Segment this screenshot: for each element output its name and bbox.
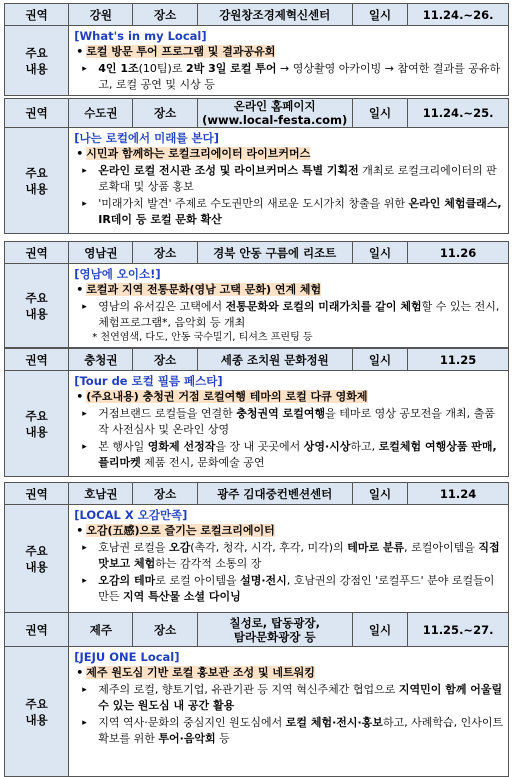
date-label: 일시 [352, 349, 407, 371]
place-label: 장소 [133, 613, 197, 647]
sub-text: (10팀)로 [138, 62, 186, 75]
sub-text: 상영·시상 [303, 440, 351, 453]
date-value: 11.24 [408, 483, 509, 505]
main-item [76, 146, 504, 162]
footnote: * 천연염색, 다도, 안동 국수밀기, 티셔츠 프린팅 등 [92, 332, 313, 343]
region-label: 권역 [5, 349, 69, 371]
place-label: 장소 [133, 483, 197, 505]
schedule-block [4, 98, 509, 234]
main-text: 제주 원도심 기반 로컬 홍보관 조성 및 네트워킹 [86, 666, 315, 679]
schedule-block [4, 348, 509, 477]
content-cell [69, 128, 509, 234]
place-label: 장소 [133, 242, 197, 264]
triangle-bullet-icon: ▸ [82, 718, 87, 728]
sub-text: 4인 1조 [98, 62, 139, 75]
schedule-block [4, 3, 509, 96]
sub-text: 하고, [350, 440, 379, 453]
content-cell [69, 264, 509, 348]
event-title: [Tour de 로컬 필름 페스타] [74, 374, 223, 388]
sub-text: 영화제 선정작 [147, 440, 216, 453]
date-label: 일시 [352, 242, 407, 264]
main-text: 로컬과 지역 전통문화(영남 고택 문화) 연계 체험 [86, 283, 322, 296]
bullet-icon: • [76, 390, 84, 403]
sub-text: 충청권역 로컬여행 [236, 407, 326, 420]
main-text: (주요내용) 충청권 거점 로컬여행 테마의 로컬 다큐 영화제 [86, 390, 368, 403]
content-label: 주요 내용 [5, 26, 69, 96]
sub-item [74, 61, 504, 93]
triangle-bullet-icon: ▸ [82, 442, 87, 452]
main-item [76, 665, 504, 681]
bullet-icon: • [76, 524, 84, 537]
content-label: 주요 내용 [5, 128, 69, 234]
header-row [5, 483, 509, 505]
place-value: 광주 김대중컨벤션센터 [197, 483, 352, 505]
sub-text: 제주의 로컬, 향토기업, 유관기관 등 지역 혁신주체간 협업으로 [98, 683, 399, 696]
triangle-bullet-icon: ▸ [82, 166, 87, 176]
bullet-icon: • [76, 283, 84, 296]
place-label: 장소 [133, 349, 197, 371]
content-cell [69, 26, 509, 96]
bullet-icon: • [76, 666, 84, 679]
date-label: 일시 [352, 4, 407, 26]
main-item [76, 523, 504, 539]
sub-text: → 영상촬영 아카이빙 → 참여한 결과를 공유하고, 로컬 공연 및 시상 등 [98, 62, 501, 91]
schedule-block [4, 612, 509, 777]
date-value: 11.26 [408, 242, 509, 264]
sub-text: 지역 특산물 소셜 다이닝 [122, 590, 241, 603]
content-cell [69, 505, 509, 613]
sub-text: 하고, 사례학습, 인사이트 확보를 위한 [98, 716, 504, 745]
header-row [5, 99, 509, 128]
region-value: 강원 [69, 4, 133, 26]
date-label: 일시 [352, 483, 407, 505]
sub-item [74, 715, 504, 747]
triangle-bullet-icon: ▸ [82, 576, 87, 586]
content-row [5, 371, 509, 477]
sub-text: (촉각, 청각, 시각, 후각, 미각)의 [190, 541, 348, 554]
region-value: 영남권 [69, 242, 133, 264]
sub-item [74, 196, 504, 228]
date-label: 일시 [352, 99, 407, 128]
region-label: 권역 [5, 99, 69, 128]
place-value: 경북 안동 구름에 리조트 [197, 242, 352, 264]
region-value: 호남권 [69, 483, 133, 505]
event-title: [영남에 오이소!] [74, 267, 161, 281]
main-text: 로컬 방문 투어 프로그램 및 결과공유회 [86, 45, 276, 58]
sub-text: , 호남권의 강점인 '로컬푸드' 분야 로컬들이 만든 [98, 574, 495, 603]
triangle-bullet-icon: ▸ [82, 543, 87, 553]
sub-text: 영남의 유서깊은 고택에서 [98, 300, 226, 313]
sub-text: 투어·음악회 [158, 732, 216, 745]
sub-text: 본 행사일 [98, 440, 148, 453]
sub-item [74, 573, 504, 605]
date-value: 11.25.~27. [408, 613, 509, 647]
main-item [76, 282, 504, 298]
sub-text: 을 테마로 영상 공모전을 개최, 출품작 사전심사 및 온라인 상영 [98, 407, 495, 436]
sub-text: 개최로 로컬크리에이터의 판로확대 및 상품 홍보 [98, 164, 497, 193]
sub-item [74, 163, 504, 195]
triangle-bullet-icon: ▸ [82, 409, 87, 419]
content-row [5, 26, 509, 96]
content-label: 주요 내용 [5, 505, 69, 613]
header-row [5, 349, 509, 371]
sub-text: 제품 전시, 문화예술 공연 [140, 456, 265, 469]
sub-item [74, 682, 504, 714]
date-label: 일시 [352, 613, 407, 647]
event-title: [나는 로컬에서 미래를 본다] [74, 131, 219, 145]
sub-text: 호남권 로컬을 [98, 541, 169, 554]
region-label: 권역 [5, 4, 69, 26]
content-row [5, 647, 509, 777]
sub-text: 거점브랜드 로컬들을 연결한 [98, 407, 237, 420]
sub-text: 지역민이 함께 어울릴 수 있는 원도심 내 공간 활용 [98, 683, 503, 712]
date-value: 11.25 [408, 349, 509, 371]
sub-text: 전통문화와 로컬의 미래가치를 같이 체험 [225, 300, 422, 313]
region-value: 충청권 [69, 349, 133, 371]
sub-text: 할 수 있는 전시, 체험프로그램*, 음악회 등 개최 [98, 300, 500, 329]
content-row [5, 264, 509, 348]
sub-text: 로 로컬 아이템을 [155, 574, 241, 587]
sub-text: 설명·전시 [240, 574, 287, 587]
region-label: 권역 [5, 483, 69, 505]
content-label: 주요 내용 [5, 647, 69, 777]
triangle-bullet-icon: ▸ [82, 685, 87, 695]
sub-text: 2박 3일 로컬 투어 [185, 62, 277, 75]
event-title: [LOCAL X 오감만족] [74, 508, 188, 522]
region-value: 제주 [69, 613, 133, 647]
sub-item [74, 406, 504, 438]
place-value: 강원창조경제혁신센터 [197, 4, 352, 26]
sub-text: 온라인 체험클래스, IR데이 등 로컬 문화 확산 [98, 197, 502, 226]
event-title: [JEJU ONE Local] [74, 650, 180, 664]
main-text: 오감(五感)으로 즐기는 로컬크리에이터 [86, 524, 275, 537]
main-item [76, 44, 504, 60]
main-text: 시민과 함께하는 로컬크리에이터 라이브커머스 [86, 147, 311, 160]
region-label: 권역 [5, 613, 69, 647]
sub-text: 로컬체험 여행상품 판매, 플리마켓 [98, 440, 497, 469]
triangle-bullet-icon: ▸ [82, 199, 87, 209]
sub-text: 온라인 로컬 전시관 조성 및 라이브커머스 특별 기획전 [98, 164, 359, 177]
sub-item [74, 299, 504, 331]
bullet-icon: • [76, 45, 84, 58]
place-value: 세종 조치원 문화정원 [197, 349, 352, 371]
sub-text: 로컬 체험·전시·홍보 [285, 716, 383, 729]
header-row [5, 613, 509, 647]
content-cell [69, 371, 509, 477]
place-value: 칠성로, 탑동광장, 탐라문화광장 등 [197, 613, 352, 647]
place-value: 온라인 홈페이지 (www.local-festa.com) [197, 99, 352, 128]
date-value: 11.24.~26. [408, 4, 509, 26]
sub-item [74, 540, 504, 572]
date-value: 11.24.~25. [408, 99, 509, 128]
sub-text: 테마로 분류 [347, 541, 405, 554]
sub-item [74, 439, 504, 471]
triangle-bullet-icon: ▸ [82, 64, 87, 74]
schedule-block [4, 241, 509, 348]
sub-text: 직접 맛보고 체험 [98, 541, 500, 570]
content-row [5, 505, 509, 613]
region-label: 권역 [5, 242, 69, 264]
sub-text: 오감 [168, 541, 191, 554]
sub-text: 오감의 테마 [98, 574, 156, 587]
schedule-block [4, 482, 509, 613]
triangle-bullet-icon: ▸ [82, 302, 87, 312]
sub-text: , 로컬아이템을 [404, 541, 479, 554]
content-label: 주요 내용 [5, 371, 69, 477]
sub-text: 지역 역사·문화의 중심지인 원도심에서 [98, 716, 286, 729]
sub-text: 등 [215, 732, 230, 745]
content-label: 주요 내용 [5, 264, 69, 348]
bullet-icon: • [76, 147, 84, 160]
place-label: 장소 [133, 99, 197, 128]
content-row [5, 128, 509, 234]
sub-text: 을 장 내 곳곳에서 [215, 440, 304, 453]
header-row [5, 4, 509, 26]
place-label: 장소 [133, 4, 197, 26]
content-cell [69, 647, 509, 777]
header-row [5, 242, 509, 264]
sub-text: 하는 감각적 소통의 장 [155, 557, 262, 570]
main-item [76, 389, 504, 405]
region-value: 수도권 [69, 99, 133, 128]
event-title: [What's in my Local] [74, 29, 207, 43]
sub-text: '미래가치 발견' 주제로 수도권만의 새로운 도시가치 창출을 위한 [98, 197, 409, 210]
